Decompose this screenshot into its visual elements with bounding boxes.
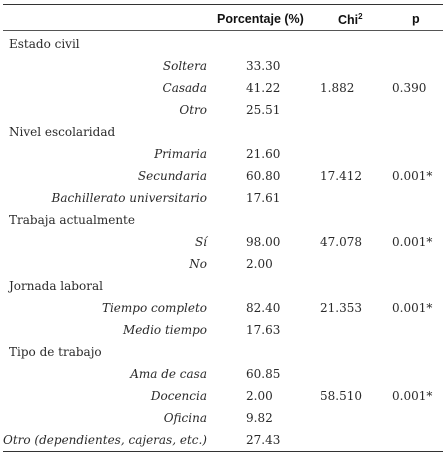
table-bottom-rule	[3, 451, 443, 452]
table-row	[3, 100, 443, 122]
pct-cell: 2.00	[246, 389, 273, 403]
pct-cell: 9.82	[246, 411, 273, 425]
table-row	[3, 56, 443, 78]
item-label: Oficina	[163, 411, 207, 425]
item-label: Otro	[179, 103, 207, 117]
pct-cell: 98.00	[246, 235, 281, 249]
pct-cell: 82.40	[246, 301, 281, 315]
table-row	[3, 166, 443, 188]
group-row	[3, 276, 443, 298]
item-label: No	[189, 257, 207, 271]
item-label: Ama de casa	[130, 367, 207, 381]
table-row	[3, 364, 443, 386]
pct-cell: 41.22	[246, 81, 281, 95]
group-label: Tipo de trabajo	[9, 345, 102, 359]
p-cell: 0.001*	[392, 301, 433, 315]
header-chi-superscript: 2	[358, 12, 363, 21]
header-chi-label: Chi	[338, 13, 359, 28]
p-cell: 0.390	[392, 81, 427, 95]
table-row	[3, 78, 443, 100]
pct-cell: 25.51	[246, 103, 281, 117]
header-rule	[3, 30, 443, 31]
item-label: Docencia	[150, 389, 207, 403]
p-cell: 0.001*	[392, 169, 433, 183]
pct-cell: 33.30	[246, 59, 281, 73]
table-row	[3, 232, 443, 254]
item-label: Tiempo completo	[101, 301, 207, 315]
table-row	[3, 254, 443, 276]
p-cell: 0.001*	[392, 235, 433, 249]
pct-cell: 60.80	[246, 169, 281, 183]
item-label: Secundaria	[137, 169, 207, 183]
group-row	[3, 122, 443, 144]
chi-cell: 1.882	[320, 81, 355, 95]
chi-cell: 17.412	[320, 169, 362, 183]
item-label: Bachillerato universitario	[51, 191, 207, 205]
item-label: Medio tiempo	[123, 323, 207, 337]
pct-cell: 17.61	[246, 191, 281, 205]
p-cell: 0.001*	[392, 389, 433, 403]
chi-cell: 21.353	[320, 301, 362, 315]
group-row	[3, 210, 443, 232]
table-row	[3, 320, 443, 342]
table-row	[3, 430, 443, 452]
group-label: Estado civil	[9, 37, 80, 51]
pct-cell: 60.85	[246, 367, 281, 381]
table-row	[3, 298, 443, 320]
table-row	[3, 408, 443, 430]
table-row	[3, 188, 443, 210]
item-label: Sí	[194, 235, 207, 249]
table-top-rule	[3, 4, 443, 5]
table-row	[3, 386, 443, 408]
group-row	[3, 342, 443, 364]
pct-cell: 17.63	[246, 323, 281, 337]
chi-cell: 47.078	[320, 235, 362, 249]
item-label: Otro (dependientes, cajeras, etc.)	[3, 433, 207, 447]
pct-cell: 27.43	[246, 433, 281, 447]
group-label: Jornada laboral	[9, 279, 103, 293]
header-p: p	[412, 12, 420, 26]
group-label: Trabaja actualmente	[9, 213, 135, 227]
group-label: Nivel escolaridad	[9, 125, 116, 139]
pct-cell: 2.00	[246, 257, 273, 271]
header-chi	[338, 12, 363, 27]
item-label: Soltera	[162, 59, 207, 73]
table-row	[3, 144, 443, 166]
chi-cell: 58.510	[320, 389, 362, 403]
pct-cell: 21.60	[246, 147, 281, 161]
item-label: Primaria	[154, 147, 207, 161]
header-porcentaje: Porcentaje (%)	[217, 12, 304, 26]
group-row	[3, 34, 443, 56]
item-label: Casada	[162, 81, 207, 95]
